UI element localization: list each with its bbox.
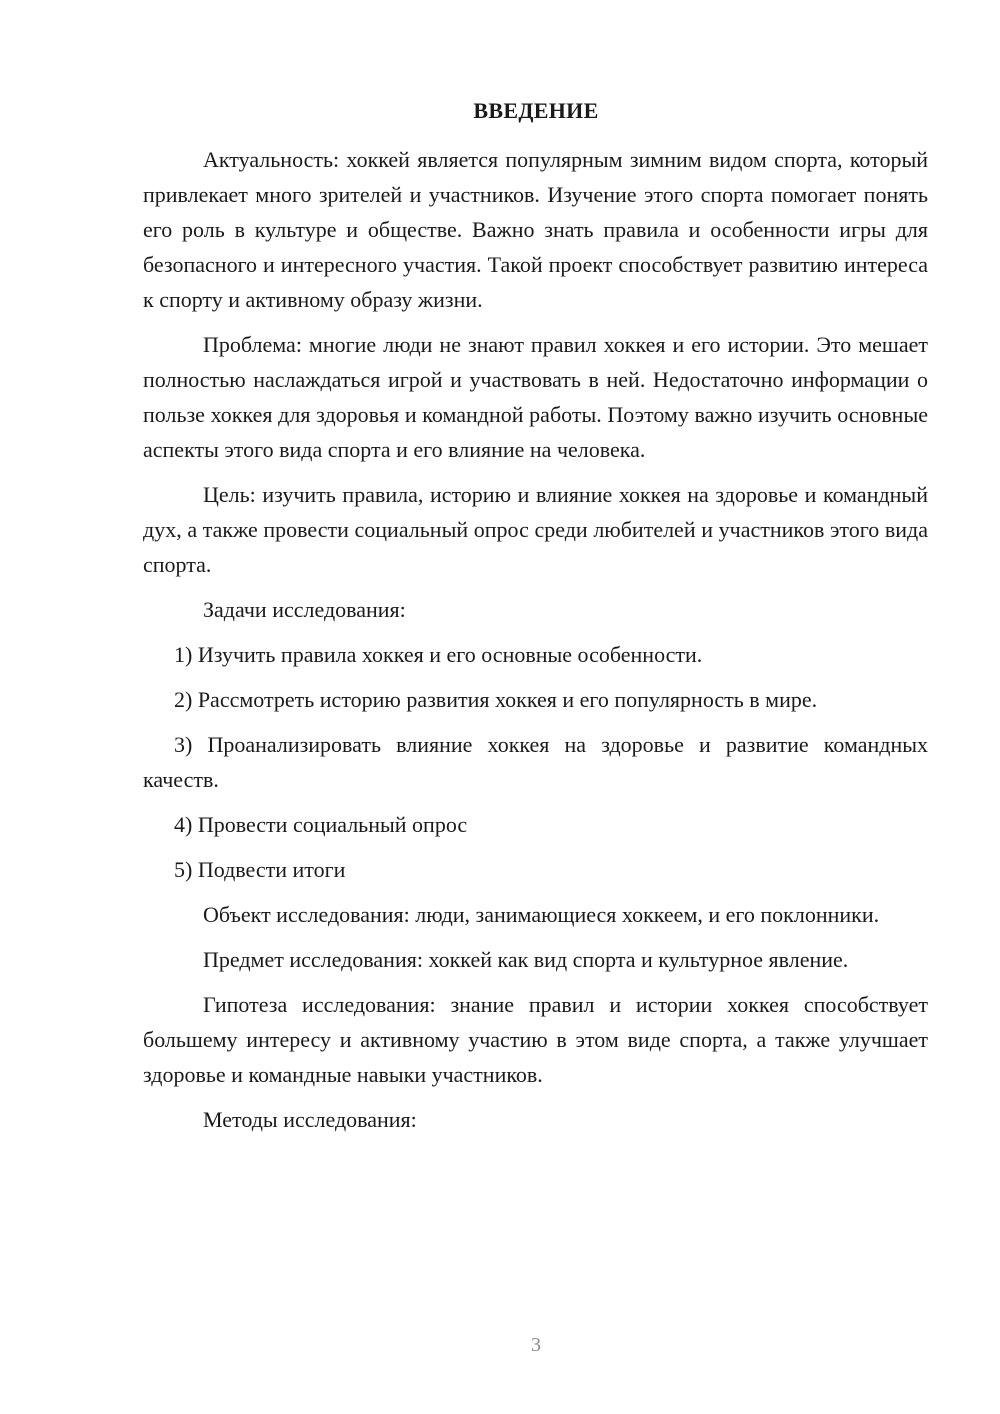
paragraph-goal: Цель: изучить правила, историю и влияние хоккея на здоровье и командный дух, а также провести социальный опрос среди любителей и участников этого вида спорта. <box>143 482 928 577</box>
paragraph-problem: Проблема: многие люди не знают правил хоккея и его истории. Это мешает полностью наслаждаться игрой и участвовать в ней. Недостаточно информации о пользе хоккея для здоровья и командной работы. Поэтому важно изучить основные аспекты этого вида спорта и его влияние на человека. <box>143 332 928 462</box>
paragraph-methods: Методы исследования: <box>203 1107 417 1132</box>
page-number: 3 <box>531 1334 541 1356</box>
paragraph-hypothesis: Гипотеза исследования: знание правил и истории хоккея способствует большему интересу и активному участию в этом виде спорта, а также улучшает здоровье и командные навыки участников. <box>143 992 928 1087</box>
section-title: ВВЕДЕНИЕ <box>473 98 599 123</box>
task-item: 2) Рассмотреть историю развития хоккея и его популярность в мире. <box>174 687 818 712</box>
paragraph-relevance: Актуальность: хоккей является популярным зимним видом спорта, который привлекает много зрителей и участников. Изучение этого спорта помогает понять его роль в культуре и обществе. Важно знать правила и особенности игры для безопасного и интересного участия. Такой проект способствует развитию интереса к спорту и активному образу жизни. <box>143 147 928 312</box>
task-item: 4) Провести социальный опрос <box>174 812 468 837</box>
task-item: 3) Проанализировать влияние хоккея на здоровье и развитие командных качеств. <box>143 732 928 792</box>
paragraph-object: Объект исследования: люди, занимающиеся хоккеем, и его поклонники. <box>203 902 880 927</box>
task-item: 1) Изучить правила хоккея и его основные особенности. <box>174 642 703 667</box>
task-item: 5) Подвести итоги <box>174 857 346 882</box>
paragraph-tasks-heading: Задачи исследования: <box>203 597 406 622</box>
document-body <box>143 142 928 1147</box>
paragraph-subject: Предмет исследования: хоккей как вид спорта и культурное явление. <box>203 947 849 972</box>
